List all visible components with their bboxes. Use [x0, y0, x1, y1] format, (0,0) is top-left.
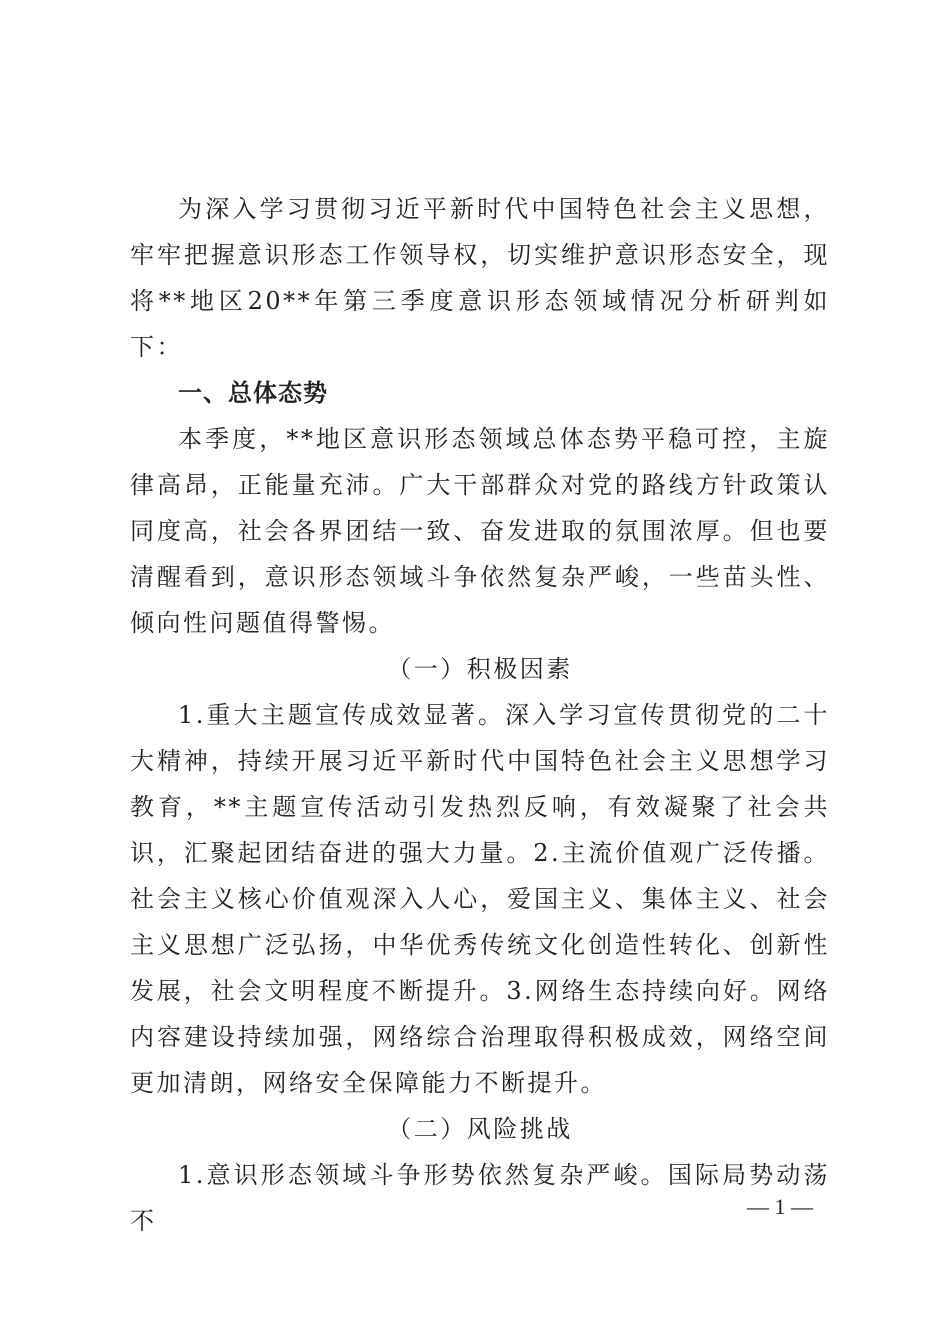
- document-body: [130, 186, 830, 1244]
- overall-situation-paragraph: 本季度，**地区意识形态领域总体态势平稳可控，主旋律高昂，正能量充沛。广大干部群众对党的路线方针政策认同度高，社会各界团结一致、奋发进取的氛围浓厚。但也要清醒看到，意识形态领域斗争依然复杂严峻，一些苗头性、倾向性问题值得警惕。: [130, 425, 830, 637]
- section-heading-overall: 一、总体态势: [178, 379, 328, 407]
- positive-factors-paragraph: 1.重大主题宣传成效显著。深入学习宣传贯彻党的二十大精神，持续开展习近平新时代中国特色社会主义思想学习教育，**主题宣传活动引发热烈反响，有效凝聚了社会共识，汇聚起团结奋进的强大力量。2.主流价值观广泛传播。社会主义核心价值观深入人心，爱国主义、集体主义、社会主义思想广泛弘扬，中华优秀传统文化创造性转化、创新性发展，社会文明程度不断提升。3.网络生态持续向好。网络内容建设持续加强，网络综合治理取得积极成效，网络空间更加清朗，网络安全保障能力不断提升。: [130, 701, 830, 1097]
- subheading-risks-challenges: （二）风险挑战: [387, 1115, 573, 1143]
- subheading-positive-factors: （一）积极因素: [387, 655, 573, 683]
- risks-challenges-paragraph: 1.意识形态领域斗争形势依然复杂严峻。国际局势动荡不: [130, 1161, 830, 1235]
- page-number: — 1 —: [747, 1194, 813, 1219]
- intro-paragraph: 为深入学习贯彻习近平新时代中国特色社会主义思想，牢牢把握意识形态工作领导权，切实维护意识形态安全，现将**地区20**年第三季度意识形态领域情况分析研判如下：: [130, 195, 830, 361]
